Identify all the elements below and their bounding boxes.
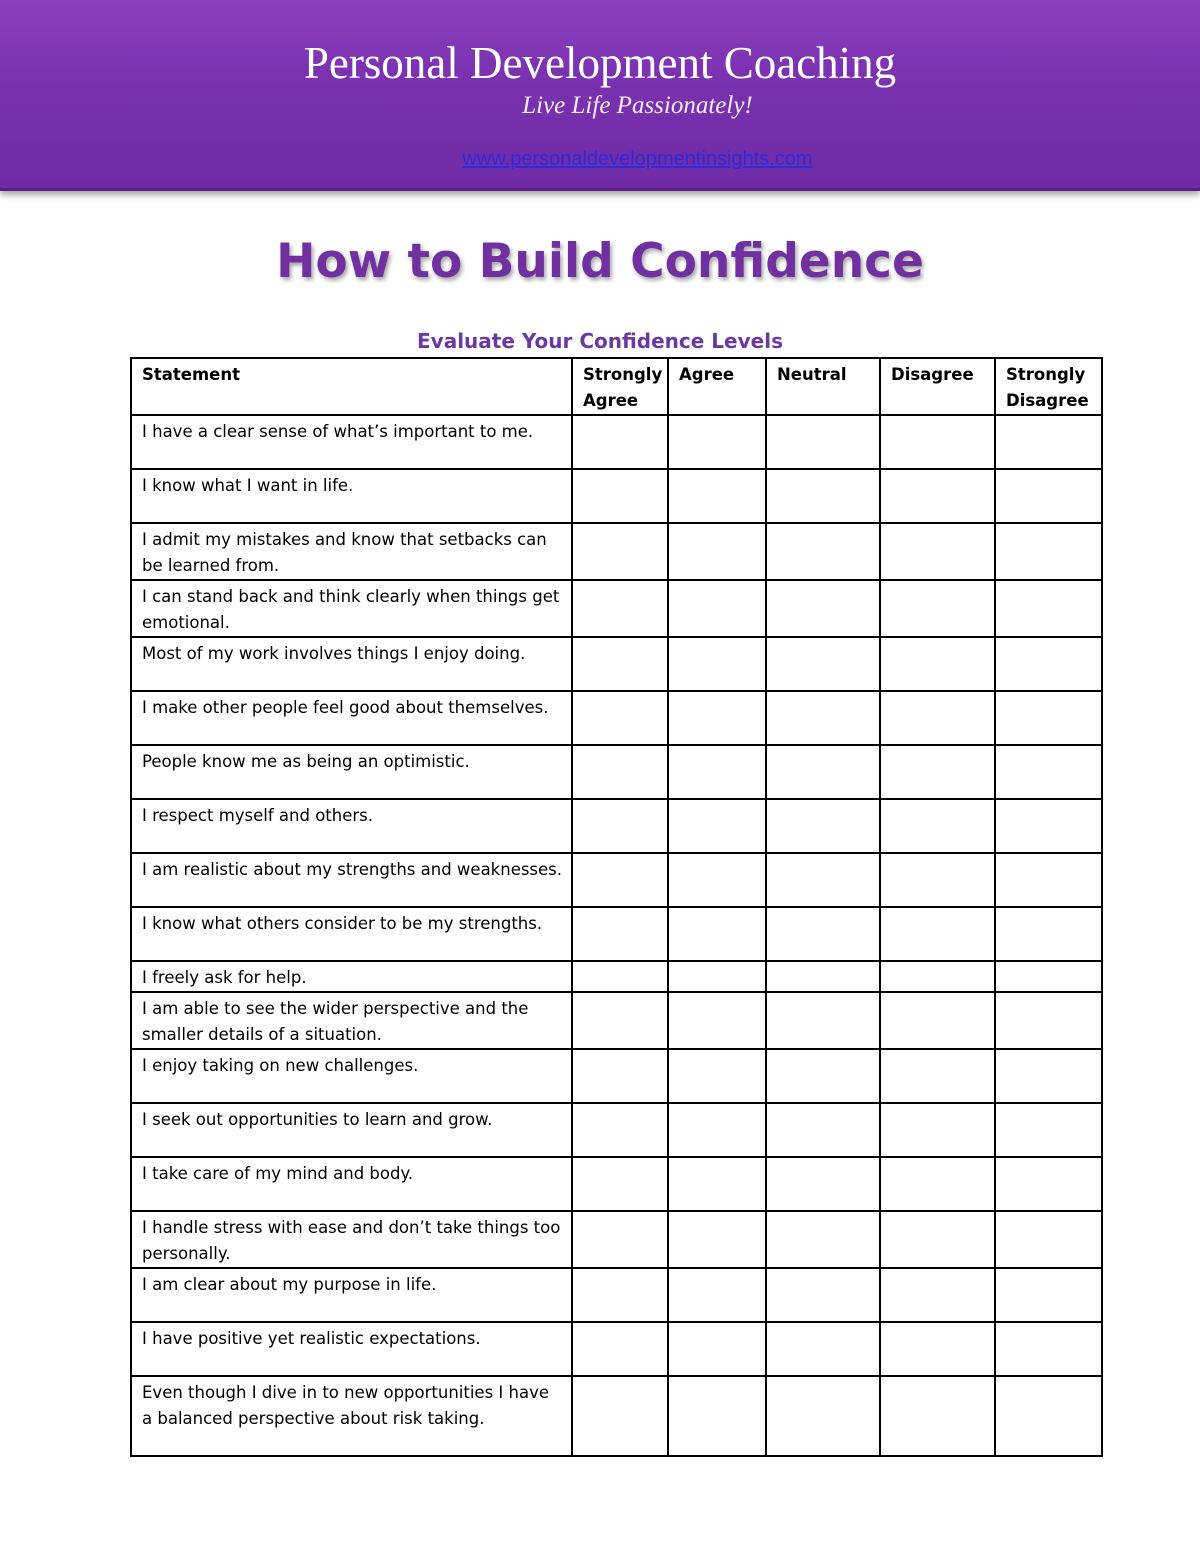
agree-cell[interactable] (668, 907, 766, 961)
statement-cell: I handle stress with ease and don’t take things too personally. (131, 1211, 572, 1268)
statement-cell: I am clear about my purpose in life. (131, 1268, 572, 1322)
confidence-table (130, 357, 1103, 1457)
disagree-cell[interactable] (880, 523, 995, 580)
strongly-agree-cell[interactable] (572, 691, 668, 745)
strongly-agree-cell[interactable] (572, 799, 668, 853)
statement-cell: Even though I dive in to new opportunities I have a balanced perspective about risk taking. (131, 1376, 572, 1456)
disagree-cell[interactable] (880, 1322, 995, 1376)
statement-cell: I know what I want in life. (131, 469, 572, 523)
neutral-cell[interactable] (766, 1268, 880, 1322)
statement-cell: I can stand back and think clearly when things get emotional. (131, 580, 572, 637)
statement-cell: I seek out opportunities to learn and grow. (131, 1103, 572, 1157)
strongly-agree-cell[interactable] (572, 992, 668, 1049)
strongly-agree-cell[interactable] (572, 415, 668, 469)
strongly-disagree-cell[interactable] (995, 1268, 1102, 1322)
agree-cell[interactable] (668, 1322, 766, 1376)
disagree-cell[interactable] (880, 1211, 995, 1268)
strongly-agree-cell[interactable] (572, 961, 668, 992)
agree-cell[interactable] (668, 745, 766, 799)
disagree-cell[interactable] (880, 1049, 995, 1103)
neutral-cell[interactable] (766, 691, 880, 745)
strongly-disagree-cell[interactable] (995, 799, 1102, 853)
disagree-cell[interactable] (880, 961, 995, 992)
table-row (131, 1103, 1102, 1157)
header-statement: Statement (131, 358, 572, 415)
strongly-disagree-cell[interactable] (995, 580, 1102, 637)
table-row (131, 745, 1102, 799)
strongly-agree-cell[interactable] (572, 1268, 668, 1322)
strongly-disagree-cell[interactable] (995, 1157, 1102, 1211)
strongly-disagree-cell[interactable] (995, 961, 1102, 992)
disagree-cell[interactable] (880, 415, 995, 469)
strongly-disagree-cell[interactable] (995, 1322, 1102, 1376)
disagree-cell[interactable] (880, 1376, 995, 1456)
header-strongly-agree: Strongly Agree (572, 358, 668, 415)
strongly-disagree-cell[interactable] (995, 1049, 1102, 1103)
strongly-disagree-cell[interactable] (995, 1376, 1102, 1456)
strongly-agree-cell[interactable] (572, 1157, 668, 1211)
disagree-cell[interactable] (880, 1268, 995, 1322)
agree-cell[interactable] (668, 799, 766, 853)
table-row (131, 1322, 1102, 1376)
strongly-disagree-cell[interactable] (995, 637, 1102, 691)
agree-cell[interactable] (668, 1049, 766, 1103)
neutral-cell[interactable] (766, 580, 880, 637)
strongly-disagree-cell[interactable] (995, 469, 1102, 523)
disagree-cell[interactable] (880, 745, 995, 799)
statement-cell: I have positive yet realistic expectations. (131, 1322, 572, 1376)
strongly-agree-cell[interactable] (572, 1211, 668, 1268)
table-row (131, 637, 1102, 691)
header-title: Personal Development Coaching (303, 38, 897, 88)
table-row (131, 1268, 1102, 1322)
agree-cell[interactable] (668, 637, 766, 691)
statement-cell: I have a clear sense of what’s important to me. (131, 415, 572, 469)
page-title: How to Build Confidence (276, 234, 924, 289)
agree-cell[interactable] (668, 992, 766, 1049)
table-row (131, 907, 1102, 961)
table-row (131, 1049, 1102, 1103)
strongly-agree-cell[interactable] (572, 907, 668, 961)
statement-cell: I take care of my mind and body. (131, 1157, 572, 1211)
disagree-cell[interactable] (880, 1157, 995, 1211)
neutral-cell[interactable] (766, 907, 880, 961)
agree-cell[interactable] (668, 1211, 766, 1268)
table-row (131, 1211, 1102, 1268)
strongly-agree-cell[interactable] (572, 1103, 668, 1157)
neutral-cell[interactable] (766, 469, 880, 523)
neutral-cell[interactable] (766, 961, 880, 992)
agree-cell[interactable] (668, 1376, 766, 1456)
statement-cell: I enjoy taking on new challenges. (131, 1049, 572, 1103)
statement-cell: I am able to see the wider perspective and the smaller details of a situation. (131, 992, 572, 1049)
strongly-agree-cell[interactable] (572, 853, 668, 907)
statement-cell: I admit my mistakes and know that setbacks can be learned from. (131, 523, 572, 580)
agree-cell[interactable] (668, 469, 766, 523)
table-row (131, 691, 1102, 745)
strongly-agree-cell[interactable] (572, 637, 668, 691)
agree-cell[interactable] (668, 691, 766, 745)
neutral-cell[interactable] (766, 1211, 880, 1268)
disagree-cell[interactable] (880, 992, 995, 1049)
table-row (131, 580, 1102, 637)
strongly-agree-cell[interactable] (572, 745, 668, 799)
agree-cell[interactable] (668, 1103, 766, 1157)
neutral-cell[interactable] (766, 1157, 880, 1211)
neutral-cell[interactable] (766, 853, 880, 907)
table-row (131, 1157, 1102, 1211)
agree-cell[interactable] (668, 580, 766, 637)
strongly-disagree-cell[interactable] (995, 1211, 1102, 1268)
strongly-disagree-cell[interactable] (995, 853, 1102, 907)
header-banner (0, 0, 1200, 191)
table-row (131, 523, 1102, 580)
neutral-cell[interactable] (766, 1322, 880, 1376)
section-title: Evaluate Your Confidence Levels (417, 329, 783, 353)
strongly-agree-cell[interactable] (572, 1322, 668, 1376)
strongly-disagree-cell[interactable] (995, 992, 1102, 1049)
statement-cell: Most of my work involves things I enjoy doing. (131, 637, 572, 691)
header-agree: Agree (668, 358, 766, 415)
strongly-disagree-cell[interactable] (995, 415, 1102, 469)
neutral-cell[interactable] (766, 745, 880, 799)
table-row (131, 415, 1102, 469)
table-row (131, 799, 1102, 853)
header-strongly-disagree: Strongly Disagree (995, 358, 1102, 415)
strongly-agree-cell[interactable] (572, 1049, 668, 1103)
neutral-cell[interactable] (766, 637, 880, 691)
disagree-cell[interactable] (880, 907, 995, 961)
agree-cell[interactable] (668, 415, 766, 469)
statement-cell: I respect myself and others. (131, 799, 572, 853)
strongly-disagree-cell[interactable] (995, 907, 1102, 961)
statement-cell: People know me as being an optimistic. (131, 745, 572, 799)
table-header-row (131, 358, 1102, 415)
agree-cell[interactable] (668, 523, 766, 580)
table-row (131, 1376, 1102, 1456)
website-link[interactable]: www.personaldevelopmentinsights.com (462, 148, 813, 170)
neutral-cell[interactable] (766, 1103, 880, 1157)
neutral-cell[interactable] (766, 1049, 880, 1103)
strongly-disagree-cell[interactable] (995, 523, 1102, 580)
disagree-cell[interactable] (880, 580, 995, 637)
strongly-agree-cell[interactable] (572, 523, 668, 580)
disagree-cell[interactable] (880, 637, 995, 691)
table-row (131, 469, 1102, 523)
neutral-cell[interactable] (766, 415, 880, 469)
disagree-cell[interactable] (880, 1103, 995, 1157)
table-row (131, 853, 1102, 907)
header-tagline: Live Life Passionately! (522, 92, 753, 119)
statement-cell: I freely ask for help. (131, 961, 572, 992)
disagree-cell[interactable] (880, 853, 995, 907)
table-row (131, 961, 1102, 992)
table-row (131, 992, 1102, 1049)
statement-cell: I am realistic about my strengths and weaknesses. (131, 853, 572, 907)
header-neutral: Neutral (766, 358, 880, 415)
agree-cell[interactable] (668, 961, 766, 992)
statement-cell: I make other people feel good about themselves. (131, 691, 572, 745)
strongly-agree-cell[interactable] (572, 1376, 668, 1456)
strongly-disagree-cell[interactable] (995, 745, 1102, 799)
agree-cell[interactable] (668, 1157, 766, 1211)
neutral-cell[interactable] (766, 799, 880, 853)
disagree-cell[interactable] (880, 469, 995, 523)
disagree-cell[interactable] (880, 799, 995, 853)
strongly-disagree-cell[interactable] (995, 1103, 1102, 1157)
neutral-cell[interactable] (766, 523, 880, 580)
strongly-agree-cell[interactable] (572, 580, 668, 637)
neutral-cell[interactable] (766, 1376, 880, 1456)
neutral-cell[interactable] (766, 992, 880, 1049)
agree-cell[interactable] (668, 853, 766, 907)
disagree-cell[interactable] (880, 691, 995, 745)
strongly-agree-cell[interactable] (572, 469, 668, 523)
agree-cell[interactable] (668, 1268, 766, 1322)
statement-cell: I know what others consider to be my strengths. (131, 907, 572, 961)
strongly-disagree-cell[interactable] (995, 691, 1102, 745)
header-disagree: Disagree (880, 358, 995, 415)
